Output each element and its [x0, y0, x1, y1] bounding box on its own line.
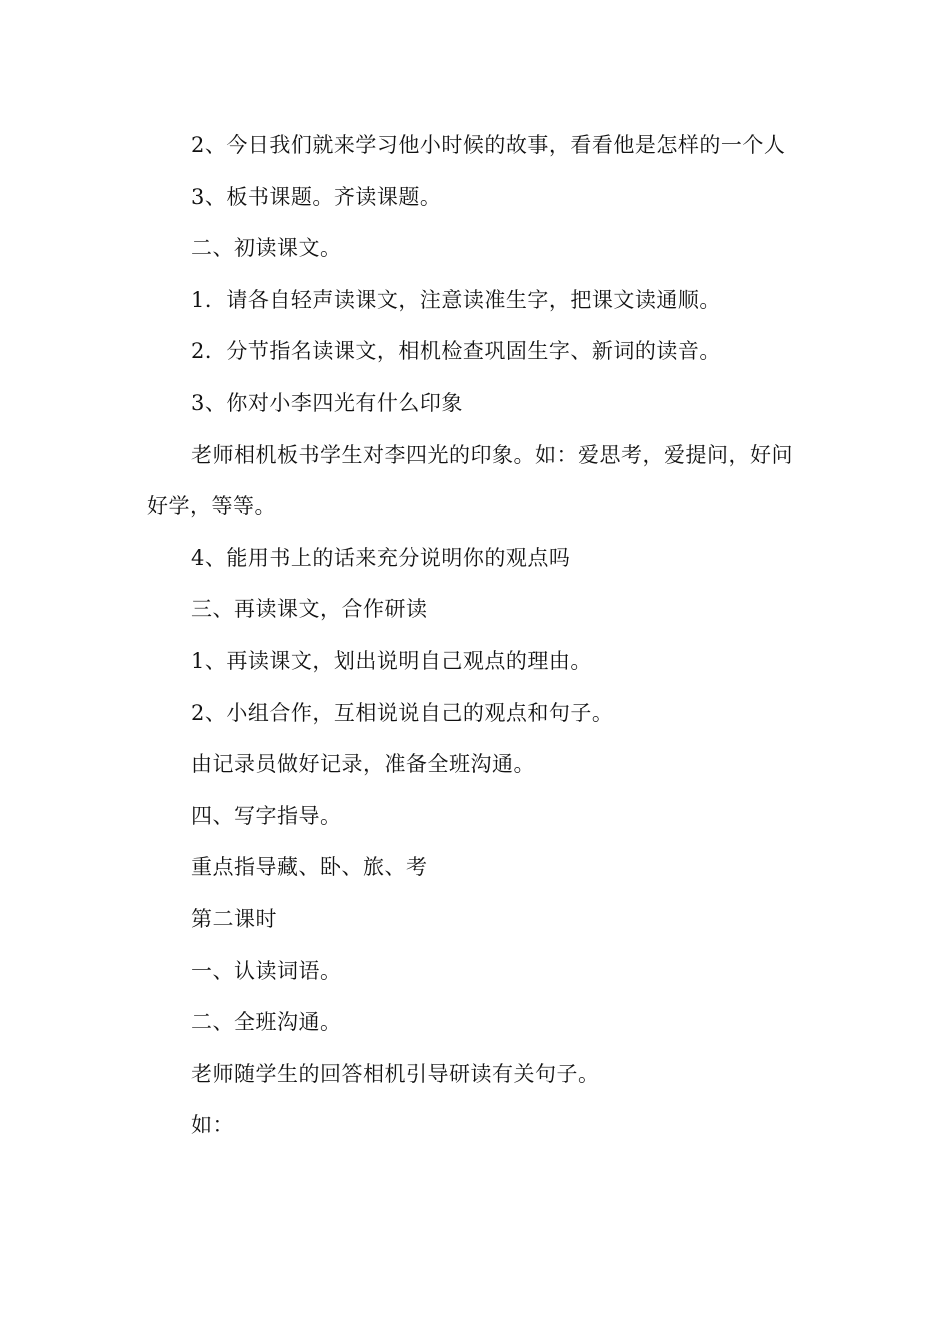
paragraph-2: 3、板书课题。齐读课题。 [191, 184, 442, 209]
paragraph-7: 老师相机板书学生对李四光的印象。如：爱思考，爱提问，好问好学，等等。 [147, 442, 793, 519]
paragraph-16: 一、认读词语。 [191, 958, 342, 983]
paragraph-11: 2、小组合作，互相说说自己的观点和句子。 [191, 700, 614, 725]
paragraph-19: 如： [191, 1113, 234, 1138]
paragraph-10: 1、再读课文，划出说明自己观点的理由。 [191, 648, 592, 673]
paragraph-6: 3、你对小李四光有什么印象 [191, 390, 463, 415]
paragraph-1: 2、今日我们就来学习他小时候的故事，看看他是怎样的一个人 [191, 133, 786, 157]
paragraph-8: 4、能用书上的话来充分说明你的观点吗 [191, 545, 571, 570]
paragraph-12: 由记录员做好记录，准备全班沟通。 [191, 752, 535, 777]
document-body [147, 120, 807, 1152]
paragraph-4: 1．请各自轻声读课文，注意读准生字，把课文读通顺。 [191, 287, 721, 312]
paragraph-15: 第二课时 [191, 906, 277, 931]
paragraph-14: 重点指导藏、卧、旅、考 [191, 855, 428, 880]
paragraph-13: 四、写字指导。 [191, 803, 342, 828]
paragraph-3: 二、初读课文。 [191, 236, 342, 261]
paragraph-9: 三、再读课文，合作研读 [191, 597, 428, 622]
paragraph-5: 2．分节指名读课文，相机检查巩固生字、新词的读音。 [191, 339, 721, 364]
paragraph-18: 老师随学生的回答相机引导研读有关句子。 [191, 1061, 600, 1086]
paragraph-17: 二、全班沟通。 [191, 1010, 342, 1035]
